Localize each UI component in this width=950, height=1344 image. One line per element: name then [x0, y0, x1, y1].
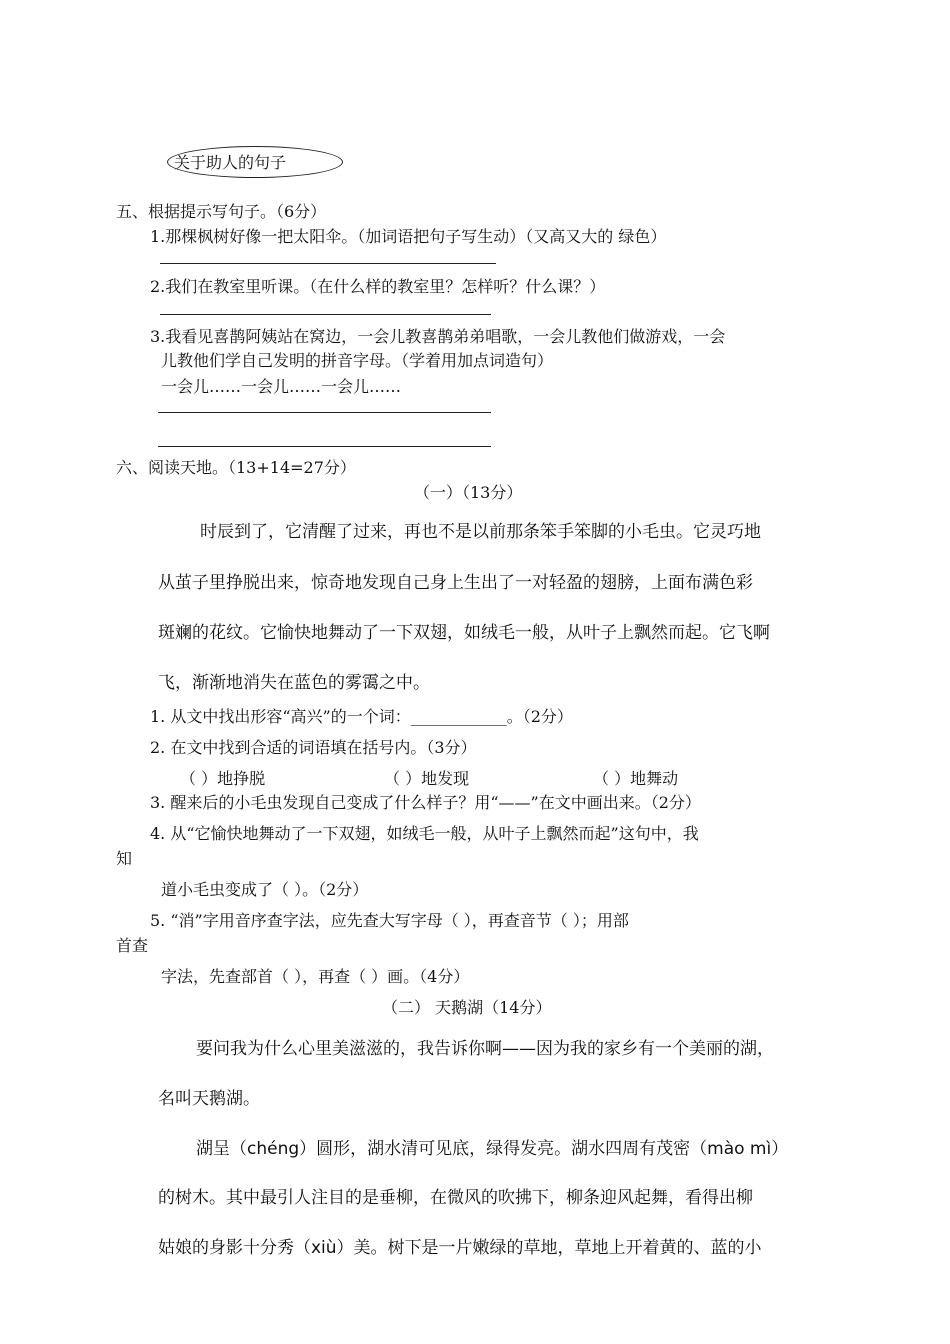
part2-passage-line: 湖呈（chéng）圆形，湖水清可见底，绿得发亮。湖水四周有茂密（mào mì） [196, 1139, 789, 1159]
part1-passage-line: 飞，渐渐地消失在蓝色的雾霭之中。 [158, 673, 430, 693]
part1-question-3: 3. 醒来后的小毛虫发现自己变成了什么样子？用“——”在文中画出来。（2分） [150, 793, 701, 812]
part1-question-2-blank: （ ）地舞动 [593, 769, 679, 788]
part1-question-2-blank: （ ）地发现 [384, 769, 470, 788]
part1-question-5-line1: 5. “消”字用音序查字法，应先查大写字母（ ），再查音节（ ）；用部 [150, 911, 629, 930]
answer-line-2 [160, 314, 491, 315]
circled-phrase-text: 关于助人的句子 [174, 153, 287, 172]
part1-question-2-blank: （ ）地挣脱 [180, 769, 266, 788]
section5-question-3-pattern: 一会儿……一会儿……一会儿…… [161, 377, 402, 396]
part2-passage-line: 的树木。其中最引人注目的是垂柳，在微风的吹拂下，柳条迎风起舞，看得出柳 [158, 1188, 753, 1208]
part1-title: （一）（13分） [414, 483, 523, 502]
section5-question-3-line2: 儿教他们学自己发明的拼音字母。（学着用加点词造句） [161, 351, 554, 370]
part2-passage-line: 要问我为什么心里美滋滋的，我告诉你啊——因为我的家乡有一个美丽的湖， [196, 1039, 774, 1059]
part2-title: （二） 天鹅湖（14分） [382, 998, 552, 1017]
part1-question-5-line2: 首查 [116, 936, 149, 955]
part1-question-4-line3: 道小毛虫变成了（ ）。（2分） [161, 880, 369, 899]
part1-passage-line: 时辰到了，它清醒了过来，再也不是以前那条笨手笨脚的小毛虫。它灵巧地 [200, 522, 761, 542]
circled-phrase [167, 146, 343, 178]
part2-passage-line: 姑娘的身影十分秀（xiù）美。树下是一片嫩绿的草地，草地上开着黄的、蓝的小 [158, 1238, 762, 1258]
part2-passage-line: 名叫天鹅湖。 [158, 1089, 260, 1109]
section5-question-3-line1: 3.我看见喜鹊阿姨站在窝边，一会儿教喜鹊弟弟唱歌，一会儿教他们做游戏，一会 [150, 327, 726, 346]
answer-line-4 [158, 446, 491, 447]
section5-question-2: 2.我们在教室里听课。（在什么样的教室里？怎样听？什么课？） [150, 277, 606, 296]
answer-line-3 [158, 412, 491, 413]
part1-passage-line: 从茧子里挣脱出来，惊奇地发现自己身上生出了一对轻盈的翅膀，上面布满色彩 [158, 573, 753, 593]
part1-question-4-line1: 4. 从“它愉快地舞动了一下双翅，如绒毛一般，从叶子上飘然而起”这句中，我 [150, 824, 699, 843]
part1-question-1: 1. 从文中找出形容“高兴”的一个词：____________。（2分） [150, 707, 573, 726]
part1-question-2: 2. 在文中找到合适的词语填在括号内。（3分） [150, 738, 477, 757]
section5-heading: 五、根据提示写句子。（6分） [116, 202, 327, 221]
section6-heading: 六、阅读天地。（13+14=27分） [116, 458, 356, 477]
answer-line-1 [160, 263, 496, 264]
part1-passage-line: 斑斓的花纹。它愉快地舞动了一下双翅，如绒毛一般，从叶子上飘然而起。它飞啊 [158, 623, 770, 643]
part1-question-4-line2: 知 [116, 849, 133, 868]
part1-question-5-line3: 字法，先查部首（ ），再查（ ）画。（4分） [161, 967, 470, 986]
section5-question-1: 1.那棵枫树好像一把太阳伞。（加词语把句子写生动）（又高又大的 绿色） [150, 227, 667, 246]
